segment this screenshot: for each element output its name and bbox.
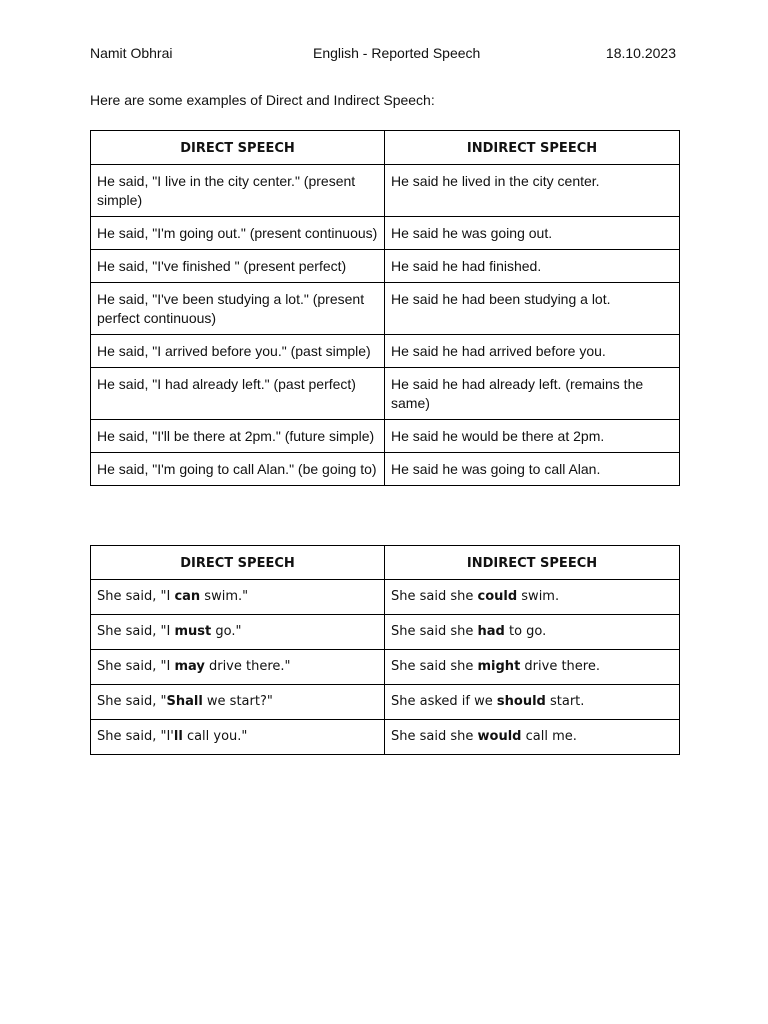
indirect-speech-cell: He said he had already left. (remains the same) [385, 368, 680, 420]
cell-text: we start?" [202, 694, 273, 709]
header-title: English - Reported Speech [313, 45, 481, 61]
modal-verb: can [174, 589, 201, 604]
cell-text: to go. [504, 624, 547, 639]
direct-speech-cell: He said, "I'll be there at 2pm." (future simple) [91, 420, 385, 453]
cell-text: She said she [391, 589, 478, 604]
direct-speech-cell [91, 650, 385, 685]
modal-verb: must [174, 624, 212, 639]
direct-speech-cell: He said, "I live in the city center." (present simple) [91, 165, 385, 217]
direct-speech-cell: He said, "I had already left." (past perfect) [91, 368, 385, 420]
table-row [91, 685, 680, 720]
cell-text: start. [545, 694, 585, 709]
column-header-direct: DIRECT SPEECH [91, 546, 385, 580]
cell-text: She said, "I [97, 624, 175, 639]
cell-text: She said, "I [97, 589, 175, 604]
modal-verbs-table [90, 545, 680, 755]
table-row [91, 720, 680, 755]
cell-text: swim." [200, 589, 249, 604]
cell-text: She said, "I [97, 659, 175, 674]
table-row [91, 250, 680, 283]
indirect-speech-cell [385, 615, 680, 650]
cell-text: go." [211, 624, 242, 639]
indirect-speech-cell [385, 650, 680, 685]
cell-text: swim. [517, 589, 560, 604]
tense-examples-table [90, 130, 680, 486]
table-row [91, 650, 680, 685]
table-header-row [91, 546, 680, 580]
direct-speech-cell [91, 615, 385, 650]
intro-text: Here are some examples of Direct and Indirect Speech: [90, 92, 435, 108]
modal-verb: might [477, 659, 521, 674]
cell-text: She said, " [97, 694, 167, 709]
table-row [91, 283, 680, 335]
indirect-speech-cell: He said he had arrived before you. [385, 335, 680, 368]
direct-speech-cell: He said, "I arrived before you." (past simple) [91, 335, 385, 368]
indirect-speech-cell: He said he would be there at 2pm. [385, 420, 680, 453]
cell-text: She said she [391, 624, 478, 639]
cell-text: She said, "I' [97, 729, 174, 744]
table-row [91, 615, 680, 650]
indirect-speech-cell: He said he had been studying a lot. [385, 283, 680, 335]
table-row [91, 368, 680, 420]
indirect-speech-cell [385, 685, 680, 720]
direct-speech-cell [91, 720, 385, 755]
table-row [91, 165, 680, 217]
indirect-speech-cell [385, 580, 680, 615]
direct-speech-cell [91, 685, 385, 720]
direct-speech-cell: He said, "I'm going out." (present continuous) [91, 217, 385, 250]
modal-verb: could [477, 589, 518, 604]
modal-verb: Shall [166, 694, 203, 709]
modal-verb: ll [173, 729, 183, 744]
cell-text: call you." [182, 729, 248, 744]
indirect-speech-cell: He said he was going out. [385, 217, 680, 250]
column-header-direct: DIRECT SPEECH [91, 131, 385, 165]
header-date: 18.10.2023 [605, 45, 676, 61]
direct-speech-cell: He said, "I've been studying a lot." (present perfect continuous) [91, 283, 385, 335]
column-header-indirect: INDIRECT SPEECH [385, 546, 680, 580]
modal-verb: would [477, 729, 522, 744]
cell-text: drive there." [204, 659, 291, 674]
column-header-indirect: INDIRECT SPEECH [385, 131, 680, 165]
cell-text: call me. [521, 729, 577, 744]
table-row [91, 580, 680, 615]
table-row [91, 453, 680, 486]
modal-verb: may [174, 659, 205, 674]
modal-verb: should [496, 694, 546, 709]
direct-speech-cell [91, 580, 385, 615]
cell-text: She said she [391, 729, 478, 744]
cell-text: drive there. [520, 659, 600, 674]
table-header-row [91, 131, 680, 165]
page-header [90, 45, 676, 65]
indirect-speech-cell: He said he had finished. [385, 250, 680, 283]
direct-speech-cell: He said, "I'm going to call Alan." (be going to) [91, 453, 385, 486]
cell-text: She asked if we [391, 694, 497, 709]
table-row [91, 420, 680, 453]
indirect-speech-cell: He said he was going to call Alan. [385, 453, 680, 486]
table-row [91, 217, 680, 250]
direct-speech-cell: He said, "I've finished " (present perfect) [91, 250, 385, 283]
indirect-speech-cell [385, 720, 680, 755]
modal-verb: had [477, 624, 505, 639]
cell-text: She said she [391, 659, 478, 674]
indirect-speech-cell: He said he lived in the city center. [385, 165, 680, 217]
table-row [91, 335, 680, 368]
header-author: Namit Obhrai [90, 45, 173, 61]
